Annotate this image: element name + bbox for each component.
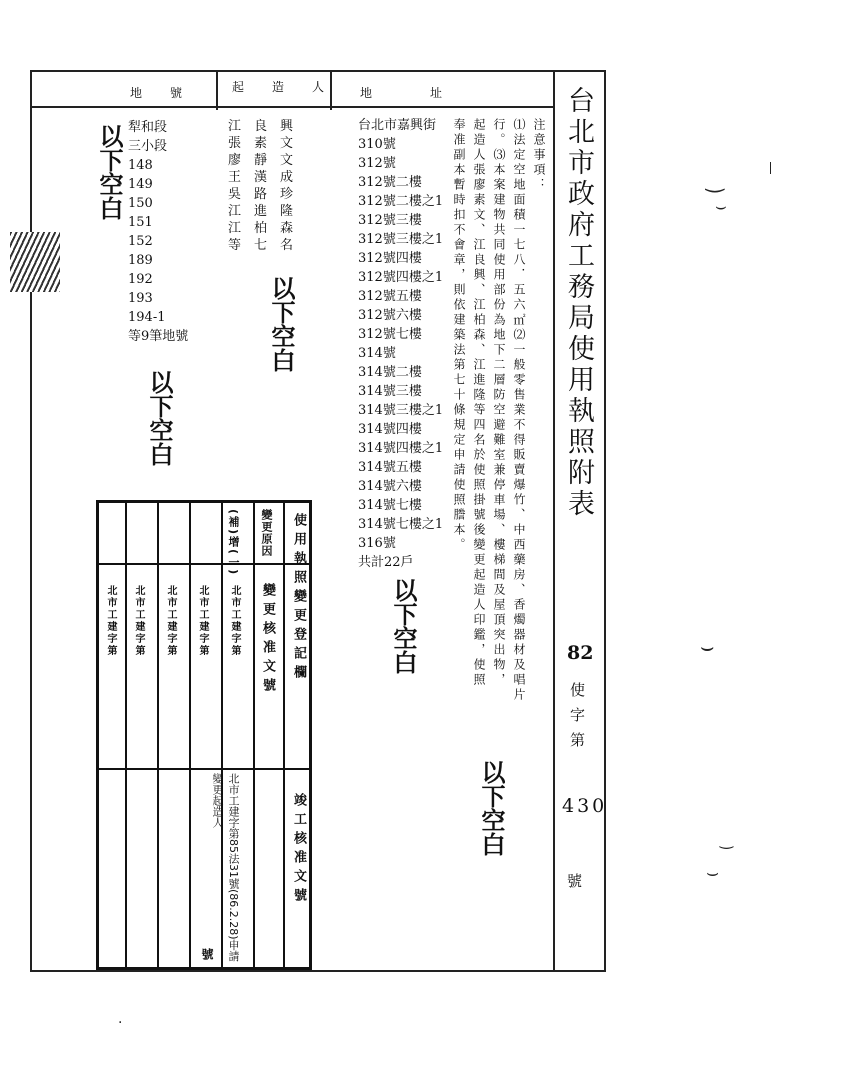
handwritten-blank-owners: 以下空白 <box>267 276 295 372</box>
permit-suffix: 號 <box>567 872 583 890</box>
handwritten-blank-lots: 以下空白 <box>95 124 123 220</box>
address-item: 312號六樓 <box>358 308 422 323</box>
stamp-row-4: 北市工建字第 <box>105 585 116 657</box>
stamp-col-main: 變更核准文號 <box>260 583 275 697</box>
permit-number: 430 <box>562 795 608 817</box>
address-item: 台北市嘉興街 <box>358 118 437 133</box>
lot-item: 193 <box>128 291 153 306</box>
address-item: 316號 <box>358 536 396 551</box>
header-address: 地址 <box>360 86 501 100</box>
column-divider-1 <box>216 70 218 110</box>
address-item: 310號 <box>358 137 396 152</box>
lot-item: 等9筆地號 <box>128 329 189 344</box>
header-owner: 起造人 <box>232 80 353 94</box>
permit-type: 使字第 <box>568 682 586 757</box>
address-list <box>358 116 443 572</box>
address-item: 314號 <box>358 346 396 361</box>
stamp-line <box>125 503 127 967</box>
handwritten-blank-lots-lower: 以下空白 <box>145 370 173 466</box>
note-line: 起造人張廖素文、江良興、江柏森、江進隆等四名於使照掛號後變更起造人印鑑，使照 <box>472 118 486 688</box>
address-item: 314號四樓 <box>358 422 422 437</box>
lot-list <box>128 118 188 346</box>
lot-item: 189 <box>128 253 153 268</box>
permit-year: 82 <box>567 642 594 664</box>
address-item: 312號五樓 <box>358 289 422 304</box>
stamp-entry-note: 北市工建字第85法31號(86.2.28)申請變更起造人 <box>211 773 240 962</box>
lot-item: 三小段 <box>128 139 168 154</box>
address-item: 314號六樓 <box>358 479 422 494</box>
lot-item: 194-1 <box>128 310 166 325</box>
handwritten-blank-notes: 以下空白 <box>477 760 505 856</box>
lot-item: 犁和段 <box>128 120 168 135</box>
margin-mark: ⌣ <box>715 196 727 217</box>
address-item: 共計22戶 <box>358 555 414 570</box>
owner-column: 興 文 文 成 珍 隆 森 名 <box>280 119 298 253</box>
address-item: 312號四樓之1 <box>358 270 444 285</box>
address-item: 312號三樓 <box>358 213 422 228</box>
note-line: 行。⑶本案建物共同使用部份為地下二層防空避難室兼停車場、樓梯間及屋頂突出物， <box>492 118 506 688</box>
stamp-line <box>253 503 255 967</box>
margin-mark: ‿ <box>706 168 724 193</box>
margin-mark: ‿ <box>720 830 733 849</box>
address-item: 314號四樓之1 <box>358 441 444 456</box>
stamp-end-label: 號 <box>200 948 214 962</box>
owner-column: 江 張 廖 王 吳 江 江 等 <box>228 119 246 253</box>
address-item: 312號 <box>358 156 396 171</box>
binding-mark <box>10 232 60 292</box>
header-divider <box>30 106 555 108</box>
stamp-col-left: 變更原因 <box>260 509 273 557</box>
document-title: 台北市政府工務局使用執照附表 <box>563 86 594 520</box>
note-line: ⑴法定空地面積一七八．五六㎡⑵一般零售業不得販賣爆竹、中西藥房、香燭器材及唱片 <box>512 118 526 703</box>
stamp-line <box>189 503 191 967</box>
stamp-entry-doc: 北市工建字第 <box>229 585 240 657</box>
note-line: 注意事項： <box>532 118 546 193</box>
address-item: 314號二樓 <box>358 365 422 380</box>
note-line: 奉准副本暫時扣不會章，則依建築法第七十條規定申請使照謄本。 <box>452 118 466 553</box>
stamp-title: 使用執照變更登記欄 <box>291 513 306 684</box>
stamp-row-2: 北市工建字第 <box>165 585 176 657</box>
margin-mark: ⌣ <box>706 860 720 884</box>
stamp-entry-reason: (補)增(一) <box>227 509 240 577</box>
address-item: 312號二樓 <box>358 175 422 190</box>
address-item: 314號五樓 <box>358 460 422 475</box>
margin-mark: ⌣ <box>700 635 715 660</box>
stamp-col-right: 竣工核准文號 <box>291 793 306 907</box>
margin-mark: · <box>118 1015 123 1031</box>
address-item: 314號七樓 <box>358 498 422 513</box>
lot-item: 149 <box>128 177 153 192</box>
address-item: 312號二樓之1 <box>358 194 444 209</box>
stamp-line <box>283 503 285 967</box>
header-lot: 地號 <box>130 86 211 100</box>
stamp-row-3: 北市工建字第 <box>133 585 144 657</box>
lot-item: 192 <box>128 272 153 287</box>
address-item: 314號三樓之1 <box>358 403 444 418</box>
change-registration-stamp <box>96 500 312 970</box>
owner-column: 良 素 靜 漢 路 進 柏 七 <box>254 119 272 253</box>
address-item: 312號四樓 <box>358 251 422 266</box>
lot-item: 148 <box>128 158 153 173</box>
stamp-line <box>99 768 309 770</box>
address-item: 312號三樓之1 <box>358 232 444 247</box>
lot-item: 150 <box>128 196 153 211</box>
title-divider <box>553 70 555 972</box>
lot-item: 151 <box>128 215 153 230</box>
handwritten-blank-address: 以下空白 <box>389 578 417 674</box>
stamp-line <box>99 563 309 565</box>
stamp-line <box>157 503 159 967</box>
margin-line <box>770 162 771 174</box>
owner-list <box>228 118 304 254</box>
stamp-row-1: 北市工建字第 <box>197 585 208 657</box>
address-item: 314號三樓 <box>358 384 422 399</box>
address-item: 312號七樓 <box>358 327 422 342</box>
lot-item: 152 <box>128 234 153 249</box>
address-item: 314號七樓之1 <box>358 517 444 532</box>
